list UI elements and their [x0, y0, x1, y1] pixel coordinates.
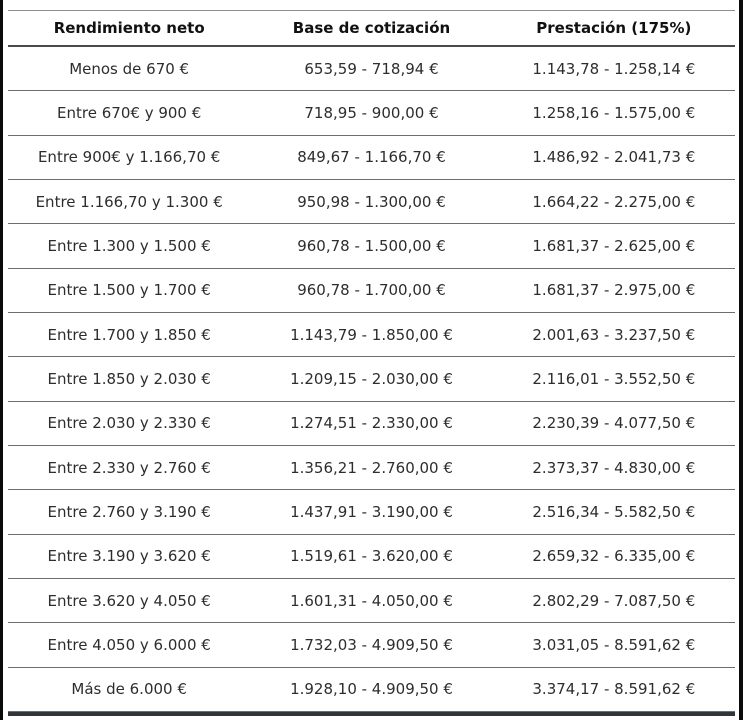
base-cell: 960,78 - 1.700,00 €	[297, 281, 446, 300]
table-row	[8, 446, 735, 490]
prestacion-cell: 2.001,63 - 3.237,50 €	[532, 325, 696, 344]
rendimiento-cell: Entre 3.190 y 3.620 €	[47, 547, 211, 566]
rendimiento-cell: Más de 6.000 €	[71, 680, 187, 699]
base-cell: 718,95 - 900,00 €	[304, 104, 439, 123]
prestacion-cell: 1.681,37 - 2.625,00 €	[532, 237, 696, 256]
rendimiento-cell: Entre 2.760 y 3.190 €	[47, 503, 211, 522]
rendimiento-cell: Entre 4.050 y 6.000 €	[47, 636, 211, 655]
rendimiento-cell: Entre 670€ y 900 €	[57, 104, 202, 123]
table-row	[8, 623, 735, 667]
table-row	[8, 47, 735, 91]
header-cell-base-cotizacion: Base de cotización	[292, 19, 451, 37]
base-cell: 1.928,10 - 4.909,50 €	[290, 680, 453, 699]
contribution-rates-table	[8, 10, 735, 716]
prestacion-cell: 1.258,16 - 1.575,00 €	[532, 104, 696, 123]
prestacion-cell: 2.116,01 - 3.552,50 €	[532, 370, 696, 389]
prestacion-cell: 2.802,29 - 7.087,50 €	[532, 591, 696, 610]
rendimiento-cell: Entre 2.030 y 2.330 €	[47, 414, 211, 433]
rendimiento-cell: Entre 1.300 y 1.500 €	[47, 237, 211, 256]
table-row	[8, 136, 735, 180]
base-cell: 1.209,15 - 2.030,00 €	[290, 370, 453, 389]
base-cell: 1.356,21 - 2.760,00 €	[290, 458, 453, 477]
table-row	[8, 91, 735, 135]
prestacion-cell: 1.486,92 - 2.041,73 €	[532, 148, 696, 167]
base-cell: 1.732,03 - 4.909,50 €	[290, 636, 453, 655]
header-cell-prestacion: Prestación (175%)	[536, 19, 692, 37]
prestacion-cell: 2.230,39 - 4.077,50 €	[532, 414, 696, 433]
rendimiento-cell: Entre 900€ y 1.166,70 €	[37, 148, 221, 167]
table-row	[8, 402, 735, 446]
rendimiento-cell: Entre 1.166,70 y 1.300 €	[35, 192, 223, 211]
table-row	[8, 579, 735, 623]
base-cell: 1.601,31 - 4.050,00 €	[290, 591, 453, 610]
rendimiento-cell: Entre 2.330 y 2.760 €	[47, 458, 211, 477]
table-row	[8, 313, 735, 357]
right-edge-strip	[739, 0, 743, 720]
base-cell: 1.437,91 - 3.190,00 €	[290, 503, 453, 522]
table-bottom-bar	[8, 712, 735, 716]
base-cell: 1.274,51 - 2.330,00 €	[290, 414, 453, 433]
prestacion-cell: 1.681,37 - 2.975,00 €	[532, 281, 696, 300]
table-row	[8, 490, 735, 534]
base-cell: 653,59 - 718,94 €	[304, 59, 439, 78]
table-row	[8, 668, 735, 712]
table-row	[8, 224, 735, 268]
base-cell: 849,67 - 1.166,70 €	[297, 148, 446, 167]
rendimiento-cell: Entre 3.620 y 4.050 €	[47, 591, 211, 610]
left-edge-strip	[0, 0, 3, 720]
rendimiento-cell: Entre 1.850 y 2.030 €	[47, 370, 211, 389]
base-cell: 960,78 - 1.500,00 €	[297, 237, 446, 256]
prestacion-cell: 1.664,22 - 2.275,00 €	[532, 192, 696, 211]
table-row	[8, 535, 735, 579]
rendimiento-cell: Menos de 670 €	[69, 59, 190, 78]
prestacion-cell: 2.659,32 - 6.335,00 €	[532, 547, 696, 566]
prestacion-cell: 3.031,05 - 8.591,62 €	[532, 636, 696, 655]
rendimiento-cell: Entre 1.700 y 1.850 €	[47, 325, 211, 344]
prestacion-cell: 1.143,78 - 1.258,14 €	[532, 59, 696, 78]
base-cell: 950,98 - 1.300,00 €	[297, 192, 446, 211]
prestacion-cell: 2.373,37 - 4.830,00 €	[532, 458, 696, 477]
rendimiento-cell: Entre 1.500 y 1.700 €	[47, 281, 211, 300]
table-header-row	[8, 10, 735, 47]
base-cell: 1.143,79 - 1.850,00 €	[290, 325, 453, 344]
table-row	[8, 269, 735, 313]
prestacion-cell: 3.374,17 - 8.591,62 €	[532, 680, 696, 699]
table-row	[8, 180, 735, 224]
base-cell: 1.519,61 - 3.620,00 €	[290, 547, 453, 566]
header-cell-rendimiento-neto: Rendimiento neto	[53, 19, 205, 37]
table-row	[8, 357, 735, 401]
prestacion-cell: 2.516,34 - 5.582,50 €	[532, 503, 696, 522]
